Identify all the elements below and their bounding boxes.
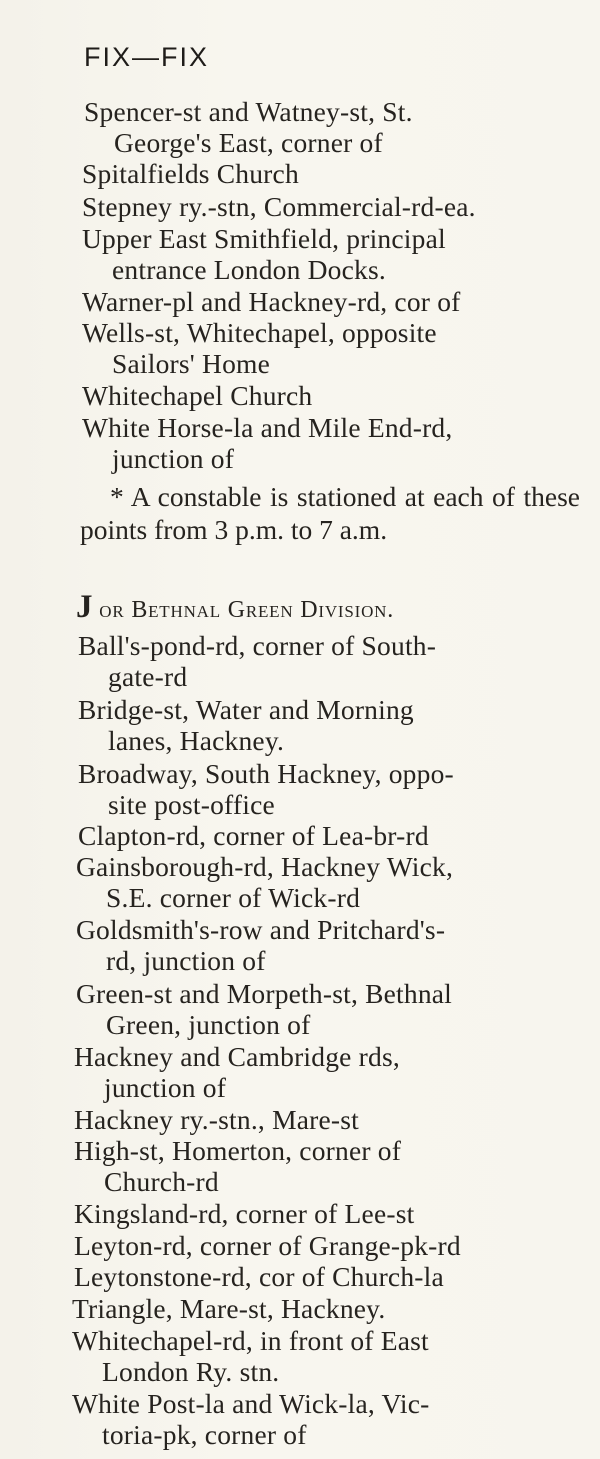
- entry-continuation: entrance London Docks.: [112, 254, 386, 285]
- entry-continuation: George's East, corner of: [114, 127, 383, 158]
- list-item: [74, 1261, 574, 1292]
- division-title: or Bethnal Green Division.: [92, 597, 395, 623]
- entry-line: Hackney and Cambridge rds,: [74, 1041, 400, 1072]
- list-item: [72, 1325, 572, 1387]
- list-item: [72, 1293, 572, 1324]
- entry-line: Stepney ry.-stn, Commercial-rd-ea.: [82, 191, 476, 222]
- entry-line: Kingsland-rd, corner of Lee-st: [74, 1198, 415, 1229]
- entry-line: Warner-pl and Hackney-rd, cor of: [82, 286, 461, 317]
- list-item: [84, 96, 584, 158]
- entry-line: Goldsmith's-row and Pritchard's-: [76, 914, 446, 945]
- entry-continuation: junction of: [104, 1072, 227, 1103]
- list-item: [82, 191, 582, 222]
- entry-line: Bridge-st, Water and Morning: [78, 694, 414, 725]
- division-initial: J: [76, 589, 93, 625]
- entry-continuation: junction of: [112, 443, 235, 474]
- entry-line: Spencer-st and Watney-st, St.: [84, 96, 413, 127]
- list-item: [82, 286, 582, 317]
- list-item: [74, 1135, 574, 1197]
- entry-line: Triangle, Mare-st, Hackney.: [72, 1293, 386, 1324]
- entry-line: Whitechapel Church: [82, 380, 313, 411]
- entry-continuation: site post-office: [108, 789, 275, 820]
- entry-line: Green-st and Morpeth-st, Bethnal: [76, 978, 453, 1009]
- entry-continuation: gate-rd: [108, 661, 188, 692]
- entry-line: White Horse-la and Mile End-rd,: [82, 412, 453, 443]
- entry-line: Wells-st, Whitechapel, opposite: [82, 317, 437, 348]
- list-item: [82, 223, 582, 285]
- entry-line: Whitechapel-rd, in front of East: [72, 1325, 429, 1356]
- list-item: [78, 630, 578, 692]
- list-item: [78, 694, 578, 756]
- entry-line: Hackney ry.-stn., Mare-st: [74, 1104, 359, 1135]
- entry-continuation: Sailors' Home: [112, 348, 271, 379]
- list-item: [74, 1198, 574, 1229]
- entry-line: High-st, Homerton, corner of: [74, 1135, 402, 1166]
- list-item: [76, 851, 576, 913]
- list-item: [78, 820, 578, 851]
- list-item: [74, 1041, 574, 1103]
- entry-line: Spitalfields Church: [82, 158, 299, 189]
- entry-line: Broadway, South Hackney, oppo-: [78, 758, 454, 789]
- list-item: [76, 914, 576, 976]
- entry-continuation: rd, junction of: [106, 945, 266, 976]
- entry-line: White Post-la and Wick-la, Vic-: [72, 1388, 430, 1419]
- entry-continuation: London Ry. stn.: [102, 1356, 280, 1387]
- entry-continuation: S.E. corner of Wick-rd: [106, 882, 361, 913]
- list-item: [72, 1388, 572, 1450]
- entry-line: Gainsborough-rd, Hackney Wick,: [76, 851, 454, 882]
- list-item: [74, 1230, 574, 1261]
- entry-line: Leyton-rd, corner of Grange-pk-rd: [74, 1230, 461, 1261]
- list-item: [82, 412, 582, 474]
- list-item: [74, 1104, 574, 1135]
- list-item: [78, 758, 578, 820]
- entry-line: Clapton-rd, corner of Lea-br-rd: [78, 820, 429, 851]
- list-item: [76, 978, 576, 1040]
- footnote: * A constable is stationed at each of these points from 3 p.m. to 7 a.m.: [80, 481, 580, 545]
- entry-line: Ball's-pond-rd, corner of South-: [78, 630, 437, 661]
- entry-continuation: lanes, Hackney.: [108, 725, 285, 756]
- division-heading: [76, 591, 596, 626]
- entry-continuation: Church-rd: [104, 1166, 219, 1197]
- entry-line: Upper East Smithfield, principal: [82, 223, 446, 254]
- entry-line: Leytonstone-rd, cor of Church-la: [74, 1261, 444, 1292]
- entry-continuation: toria-pk, corner of: [102, 1419, 307, 1450]
- running-header: FIX—FIX: [84, 42, 210, 72]
- list-item: [82, 317, 582, 379]
- list-item: [82, 380, 582, 411]
- list-item: [82, 158, 582, 189]
- entry-continuation: Green, junction of: [106, 1009, 311, 1040]
